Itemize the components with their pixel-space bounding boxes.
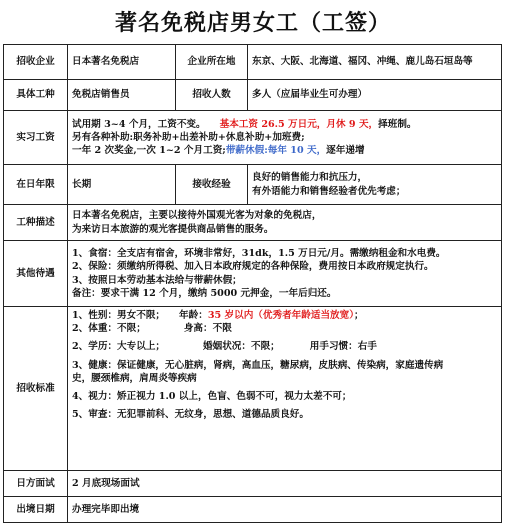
salary-bonus: 一年 2 次奖金,一次 1~2 个月工资; xyxy=(72,145,226,157)
label-headcount: 招收人数 xyxy=(176,80,248,111)
salary-probation: 试用期 3~4 个月，工资不变。 xyxy=(72,118,206,130)
req-body xyxy=(72,322,497,335)
description-line-1: 日本著名免税店，主要以接待外国观光客为对象的免税店， xyxy=(72,210,322,222)
salary-shift: 择班制。 xyxy=(378,118,417,130)
row-departure xyxy=(4,497,502,523)
value-benefits xyxy=(68,241,502,307)
req-marriage: 婚姻状况：不限； xyxy=(203,341,280,353)
label-departure: 出境日期 xyxy=(4,497,68,523)
value-requirements xyxy=(68,307,502,471)
row-interview xyxy=(4,471,502,497)
page-title: 著名免税店男女工（工签） xyxy=(114,10,391,36)
value-salary xyxy=(68,111,502,165)
req-handedness: 用手习惯：右手 xyxy=(309,341,377,353)
benefit-note: 备注：要求干满 12 个月，缴纳 5000 元押金，一年后归还。 xyxy=(72,287,337,299)
label-benefits: 其他待遇 xyxy=(4,241,68,307)
row-requirements xyxy=(4,307,502,471)
salary-leave-increase: 逐年递增 xyxy=(326,145,365,157)
req-gender: 1、性别：男女不限； xyxy=(72,310,166,321)
salary-line-2: 另有各种补助:职务补助+出差补助+休息补助+加班费; xyxy=(72,131,305,143)
job-info-table xyxy=(3,44,502,523)
req-age-value: 35 岁以内（优秀者年龄适当放宽） xyxy=(207,310,355,321)
label-period: 在日年限 xyxy=(4,165,68,205)
value-headcount: 多人（应届毕业生可办理） xyxy=(248,80,502,111)
req-age-end: ； xyxy=(354,310,364,321)
value-experience xyxy=(248,165,502,205)
value-period: 长期 xyxy=(68,165,176,205)
req-edu-row xyxy=(72,340,497,353)
req-age-label: 年龄： xyxy=(179,310,208,321)
benefit-insurance: 2、保险：须缴纳所得税、加入日本政府规定的各种保险，费用按日本政府规定执行。 xyxy=(72,261,434,273)
row-job xyxy=(4,80,502,111)
salary-paid-leave: 带薪休假:每年 10 天， xyxy=(225,145,327,157)
description-line-2: 为来访日本旅游的观光客提供商品销售的服务。 xyxy=(72,223,274,235)
value-recruiter: 日本著名免税店 xyxy=(68,45,176,80)
value-job: 免税店销售员 xyxy=(68,80,176,111)
label-location: 企业所在地 xyxy=(176,45,248,80)
label-experience: 接收经验 xyxy=(176,165,248,205)
value-departure: 办理完毕即出境 xyxy=(68,497,502,523)
salary-base: 基本工资 26.5 万日元，月休 9 天， xyxy=(219,118,379,130)
req-vision: 4、视力：矫正视力 1.0 以上，色盲、色弱不可，视力太差不可； xyxy=(72,391,352,403)
req-background-check: 5、审查：无犯罪前科、无纹身，思想、道德品质良好。 xyxy=(72,409,309,421)
req-health-line-2: 史，腰颈椎病，肩周炎等疾病 xyxy=(72,372,197,384)
label-salary: 实习工资 xyxy=(4,111,68,165)
label-description: 工种描述 xyxy=(4,205,68,241)
benefit-lodging: 1、食宿：全支店有宿舍，环境非常好，31dk，1.5 万日元/月。需缴纳租金和水电费。 xyxy=(72,248,446,260)
req-weight: 2、体重：不限； xyxy=(72,323,146,335)
benefit-leave: 3、按照日本劳动基本法给与带薪休假； xyxy=(72,274,242,286)
salary-line-3 xyxy=(72,144,497,157)
req-education: 2、学历：大专以上； xyxy=(72,341,166,353)
experience-line-2: 有外语能力和销售经验者优先考虑； xyxy=(252,185,406,197)
row-benefits xyxy=(4,241,502,307)
label-recruiter: 招收企业 xyxy=(4,45,68,80)
row-salary xyxy=(4,111,502,165)
label-requirements: 招收标准 xyxy=(4,307,68,471)
row-period xyxy=(4,165,502,205)
req-health-line-1: 3、健康：保证健康，无心脏病，肾病，高血压，糖尿病，皮肤病、传染病，家庭遗传病 xyxy=(72,359,444,371)
experience-line-1: 良好的销售能力和抗压力， xyxy=(252,172,368,184)
label-interview: 日方面试 xyxy=(4,471,68,497)
value-location: 东京、大阪、北海道、福冈、冲绳、鹿儿岛石垣岛等 xyxy=(248,45,502,80)
label-job: 具体工种 xyxy=(4,80,68,111)
salary-line-1 xyxy=(72,118,497,131)
row-description xyxy=(4,205,502,241)
value-description xyxy=(68,205,502,241)
value-interview: 2 月底现场面试 xyxy=(68,471,502,497)
row-recruiter xyxy=(4,45,502,80)
req-height: 身高：不限 xyxy=(183,323,232,335)
req-gender-age xyxy=(72,309,497,322)
